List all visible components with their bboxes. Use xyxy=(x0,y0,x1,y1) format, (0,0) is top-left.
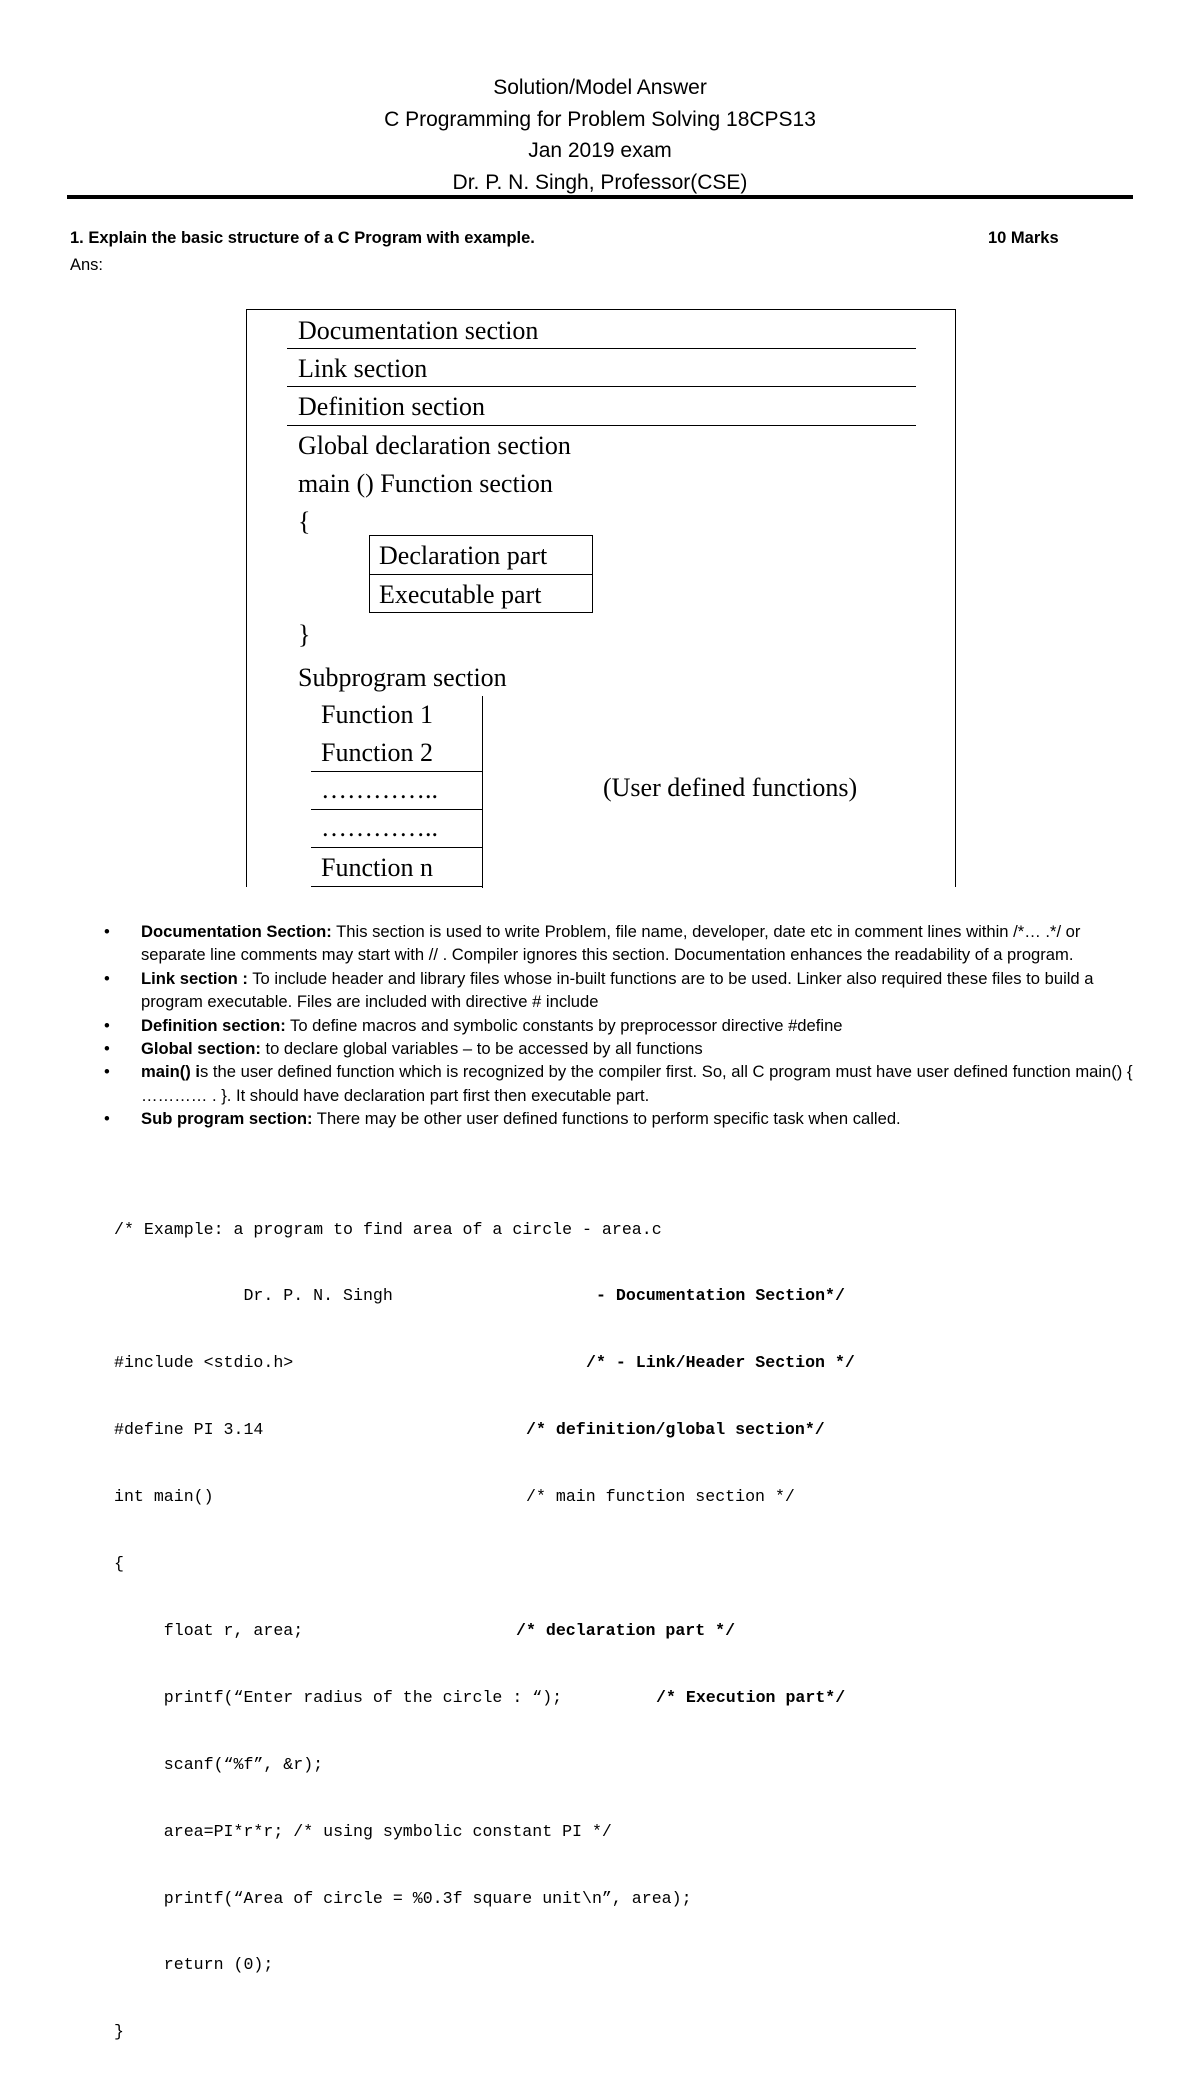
code-line: return (0); xyxy=(114,1955,274,1975)
code-line: } xyxy=(114,2022,124,2042)
code-line: int main() /* main function section */ xyxy=(114,1487,795,1507)
code-line: #include <stdio.h> /* - Link/Header Section */ xyxy=(114,1353,855,1373)
code-line: /* Example: a program to find area of a circle - area.c xyxy=(114,1219,662,1239)
subprogram-section-label: Subprogram section xyxy=(298,663,507,692)
header-course: C Programming for Problem Solving 18CPS13 xyxy=(384,107,816,131)
header-exam: Jan 2019 exam xyxy=(528,139,672,162)
code-line: scanf(“%f”, &r); xyxy=(114,1754,324,1774)
code-line: printf(“Enter radius of the circle : “); /* Execution part*/ xyxy=(114,1687,846,1707)
list-item: • Documentation Section: This section is used to write Problem, file name, developer, date etc in comment lines within /*… .*/ or separate line comments may start with // . Compiler ignores this section. Documentation enhances the readability of a program. xyxy=(104,922,1081,965)
user-defined-functions-label: (User defined functions) xyxy=(603,773,858,802)
ellipsis-row: ………….. xyxy=(321,775,438,804)
definition-section-label: Definition section xyxy=(298,392,486,421)
executable-part-label: Executable part xyxy=(379,580,542,609)
open-brace: { xyxy=(298,507,311,536)
header-author: Dr. P. N. Singh, Professor(CSE) xyxy=(452,170,748,194)
c-program-structure-diagram xyxy=(246,309,956,887)
function-divider xyxy=(311,809,483,810)
global-declaration-label: Global declaration section xyxy=(298,431,571,460)
document-header xyxy=(0,72,1200,198)
list-item: • Global section: to declare global variables – to be accessed by all functions xyxy=(104,1039,703,1059)
list-item: • Sub program section: There may be other user defined functions to perform specific task when called. xyxy=(104,1109,901,1129)
header-divider xyxy=(67,195,1133,199)
code-line: area=PI*r*r; /* using symbolic constant PI */ xyxy=(114,1821,612,1841)
list-item: • Definition section: To define macros and symbolic constants by preprocessor directive #define xyxy=(104,1015,843,1035)
function-1-label: Function 1 xyxy=(321,700,433,729)
section-explanations xyxy=(104,920,1134,1131)
function-divider xyxy=(311,847,483,848)
box-line xyxy=(369,574,593,575)
documentation-section-label: Documentation section xyxy=(298,316,539,345)
code-line: float r, area; /* declaration part */ xyxy=(114,1620,736,1640)
function-n-label: Function n xyxy=(321,853,433,882)
code-line: #define PI 3.14 /* definition/global section*/ xyxy=(114,1420,825,1440)
divider-line xyxy=(287,425,916,426)
main-function-label: main () Function section xyxy=(298,469,553,498)
box-line xyxy=(369,612,593,613)
question-text: 1. Explain the basic structure of a C Program with example. xyxy=(70,229,535,247)
function-divider xyxy=(311,886,483,887)
code-line: Dr. P. N. Singh - Documentation Section*/ xyxy=(114,1286,845,1306)
answer-label: Ans: xyxy=(70,256,104,274)
divider-line xyxy=(287,386,916,387)
subprogram-vertical-line xyxy=(482,696,483,888)
box-line xyxy=(369,535,593,536)
declaration-part-label: Declaration part xyxy=(379,541,548,570)
close-brace: } xyxy=(298,620,311,649)
divider-line xyxy=(287,348,916,349)
code-line: printf(“Area of circle = %0.3f square unit\n”, area); xyxy=(114,1888,692,1908)
function-2-label: Function 2 xyxy=(321,738,433,767)
function-divider xyxy=(311,771,483,772)
code-line: { xyxy=(114,1554,124,1574)
example-code-block xyxy=(114,1174,855,2088)
question-marks: 10 Marks xyxy=(988,229,1059,247)
list-item: • main() is the user defined function which is recognized by the compiler first. So, all C program must have user defined function main() { ………… . }. It should have declaration part first then executable part. xyxy=(104,1062,1133,1105)
link-section-label: Link section xyxy=(298,354,428,383)
header-title: Solution/Model Answer xyxy=(493,76,707,99)
ellipsis-row: ………….. xyxy=(321,813,438,842)
list-item: • Link section : To include header and library files whose in-built functions are to be used. Linker also required these files to build a program executable. Files are included with directive # include xyxy=(104,968,1094,1012)
question-1 xyxy=(70,229,1070,248)
